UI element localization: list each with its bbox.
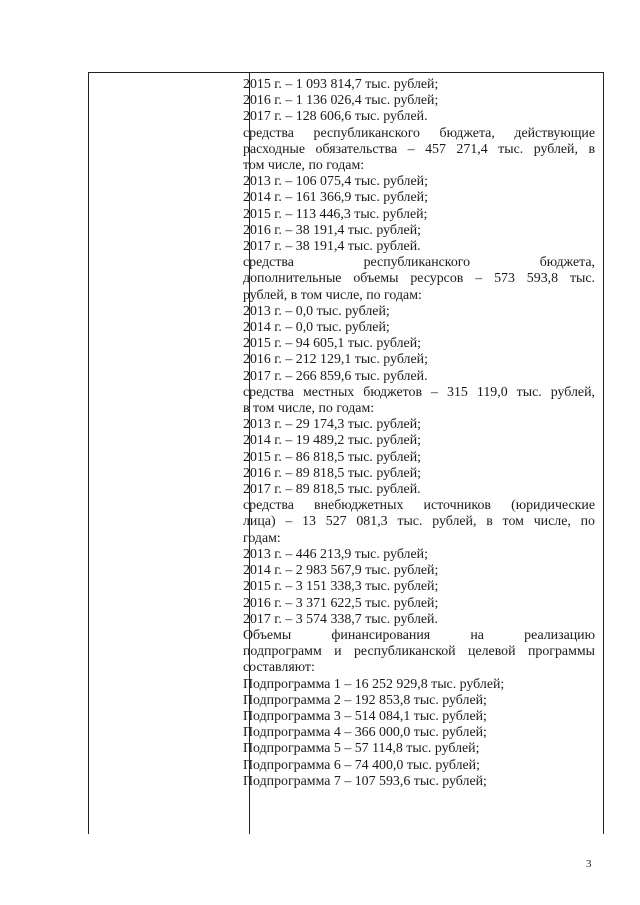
text-line: Объемы финансирования на реализацию [243,627,595,643]
text-line: Подпрограмма 1 – 16 252 929,8 тыс. рублей; [243,676,505,692]
text-line: Подпрограмма 7 – 107 593,6 тыс. рублей; [243,773,487,789]
text-line: 2013 г. – 0,0 тыс. рублей; [243,303,390,319]
text-line: средства местных бюджетов – 315 119,0 тыс. рублей, [243,384,595,400]
text-line: 2013 г. – 446 213,9 тыс. рублей; [243,546,428,562]
funding-table [88,72,604,834]
text-line: 2017 г. – 128 606,6 тыс. рублей. [243,109,428,125]
text-line: средства республиканского бюджета, [243,255,595,271]
text-line: средства республиканского бюджета, действующие [243,125,595,141]
text-line: 2015 г. – 94 605,1 тыс. рублей; [243,336,421,352]
page-number: 3 [586,858,592,870]
text-line: 2016 г. – 212 129,1 тыс. рублей; [243,352,428,368]
text-line: Подпрограмма 3 – 514 084,1 тыс. рублей; [243,708,487,724]
text-line: 2015 г. – 86 818,5 тыс. рублей; [243,449,421,465]
text-line: Подпрограмма 2 – 192 853,8 тыс. рублей; [243,692,487,708]
text-line: 2014 г. – 0,0 тыс. рублей; [243,320,390,336]
text-line: 2015 г. – 113 446,3 тыс. рублей; [243,206,428,222]
text-line: Подпрограмма 5 – 57 114,8 тыс. рублей; [243,741,480,757]
text-line: лица) – 13 527 081,3 тыс. рублей, в том числе, по [243,514,595,530]
text-line: том числе, по годам: [243,158,365,174]
text-line: 2014 г. – 19 489,2 тыс. рублей; [243,433,421,449]
text-line: 2017 г. – 3 574 338,7 тыс. рублей. [243,611,438,627]
text-line: 2017 г. – 38 191,4 тыс. рублей. [243,239,421,255]
text-line: 2015 г. – 3 151 338,3 тыс. рублей; [243,579,439,595]
funding-text-column [243,77,595,790]
text-line: расходные обязательства – 457 271,4 тыс. рублей, в [243,141,595,157]
text-line: 2014 г. – 2 983 567,9 тыс. рублей; [243,563,439,579]
text-line: 2016 г. – 3 371 622,5 тыс. рублей; [243,595,439,611]
text-line: средства внебюджетных источников (юридические [243,498,595,514]
text-line: 2015 г. – 1 093 814,7 тыс. рублей; [243,77,439,92]
text-line: Подпрограмма 4 – 366 000,0 тыс. рублей; [243,725,487,741]
text-line: в том числе, по годам: [243,401,375,417]
text-line: 2016 г. – 38 191,4 тыс. рублей; [243,222,421,238]
text-line: 2016 г. – 1 136 026,4 тыс. рублей; [243,93,439,109]
text-line: составляют: [243,660,315,676]
text-line: 2014 г. – 161 366,9 тыс. рублей; [243,190,428,206]
text-line: 2017 г. – 266 859,6 тыс. рублей. [243,368,428,384]
text-line: 2013 г. – 29 174,3 тыс. рублей; [243,417,421,433]
text-line: 2017 г. – 89 818,5 тыс. рублей. [243,482,421,498]
text-line: рублей, в том числе, по годам: [243,287,422,303]
text-line: дополнительные объемы ресурсов – 573 593,8 тыс. [243,271,595,287]
text-line: 2013 г. – 106 075,4 тыс. рублей; [243,174,428,190]
text-line: 2016 г. – 89 818,5 тыс. рублей; [243,465,421,481]
text-line: годам: [243,530,281,546]
text-line: Подпрограмма 6 – 74 400,0 тыс. рублей; [243,757,480,773]
text-line: подпрограмм и республиканской целевой программы [243,644,595,660]
